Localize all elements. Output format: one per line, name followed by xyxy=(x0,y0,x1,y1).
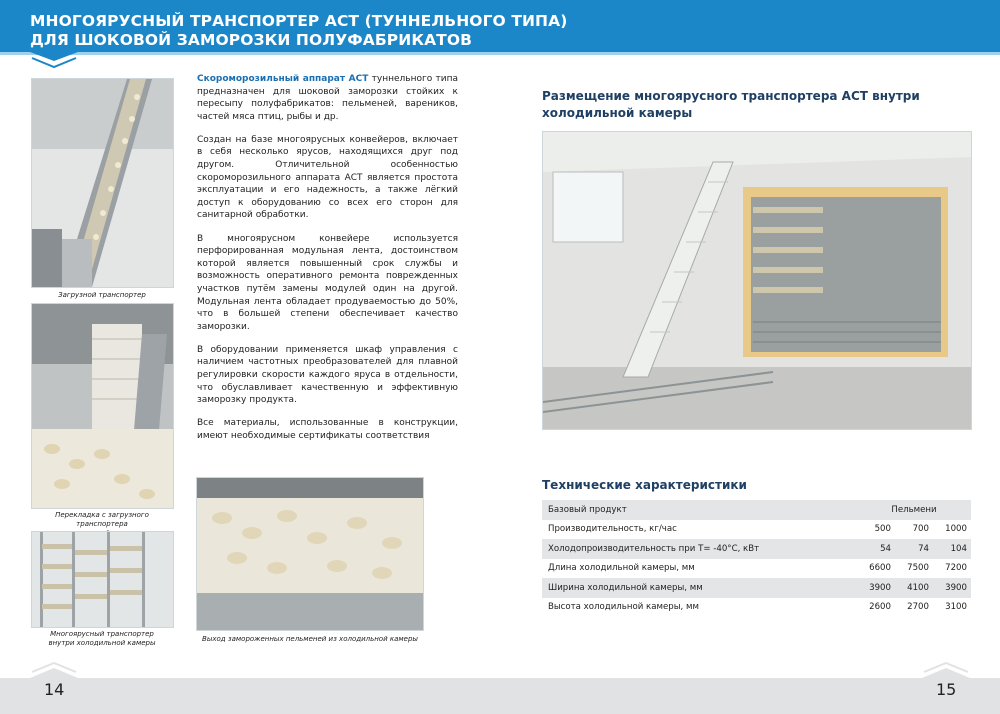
specs-header-label: Базовый продукт xyxy=(542,500,857,520)
table-row xyxy=(542,578,971,598)
header-underline xyxy=(0,52,1000,55)
row-value: 4100 xyxy=(895,578,933,598)
paragraph-5: Все материалы, использованные в конструкции, имеют необходимые сертификаты соответствия xyxy=(197,418,458,441)
paragraph-1 xyxy=(197,73,458,123)
table-row xyxy=(542,520,971,540)
row-value: 6600 xyxy=(869,563,891,574)
row-value: 3900 xyxy=(933,578,971,598)
title-line-2: ДЛЯ ШОКОВОЙ ЗАМОРОЗКИ ПОЛУФАБРИКАТОВ xyxy=(30,31,473,49)
caption-inside xyxy=(31,630,173,648)
row-value: 7500 xyxy=(907,563,929,574)
specs-table xyxy=(542,500,971,617)
caption-transfer-line-1: Перекладка с загрузного транспортера xyxy=(55,511,149,528)
caption-output: Выход замороженных пельменей из холодильной камеры xyxy=(202,635,418,643)
paragraph-2: Создан на базе многоярусных конвейеров, включает в себя несколько ярусов, находящихся друг под другом. Отличительной особенностью скороморозильного аппарата АСТ является простота эксплуатации и его надежность, а также лёгкий доступ к оборудованию со всех его сторон для санитарной обработки. xyxy=(197,134,458,221)
photo-chamber-main xyxy=(542,131,972,430)
table-row xyxy=(542,559,971,579)
paragraph-1-rest: туннельного типа предназначен для шоковой заморозки стойких к пересыпу полуфабрикатов: пельменей, вареников, частей мяса птиц, рыбы и др. xyxy=(197,74,458,122)
row-label: Ширина холодильной камеры, мм xyxy=(542,578,857,598)
paragraph-4: В оборудовании применяется шкаф управления с наличием частотных преобразователей для плавной регулировки скорости каждого яруса в отдельности, что обуславливает качественную и эффективную заморозку продукта. xyxy=(197,344,458,406)
row-label: Холодопроизводительность при Т= -40°С, кВт xyxy=(542,539,857,559)
page-title xyxy=(30,12,567,50)
page-number-right: 15 xyxy=(936,680,957,699)
row-value: 2700 xyxy=(907,602,929,613)
photo-output xyxy=(196,477,424,631)
chevron-up-icon xyxy=(922,662,970,678)
row-value: 3100 xyxy=(945,602,967,613)
table-row xyxy=(542,598,971,618)
caption-inside-line-2: внутри холодильной камеры xyxy=(48,639,156,647)
row-value: 104 xyxy=(933,539,971,559)
body-text xyxy=(197,73,458,453)
row-value: 1000 xyxy=(945,524,967,535)
header-band xyxy=(0,0,1000,52)
specs-header-value: Пельмени xyxy=(857,500,971,520)
title-line-1: МНОГОЯРУСНЫЙ ТРАНСПОРТЕР АСТ (ТУННЕЛЬНОГО ТИПА) xyxy=(30,12,568,30)
row-value: 74 xyxy=(895,539,933,559)
photo-loading-conveyor xyxy=(31,78,174,288)
chevron-up-icon xyxy=(30,662,78,678)
photo-transfer xyxy=(31,303,174,509)
section-heading-placement: Размещение многоярусного транспортера АСТ внутри холодильной камеры xyxy=(542,89,920,120)
row-value: 54 xyxy=(857,539,895,559)
table-row xyxy=(542,500,971,520)
row-value: 500 xyxy=(874,524,891,535)
caption-inside-line-1: Многоярусный транспортер xyxy=(50,630,154,638)
row-value: 3900 xyxy=(857,578,895,598)
row-value: 2600 xyxy=(869,602,891,613)
row-label: Длина холодильной камеры, мм xyxy=(548,563,695,574)
row-value: 7200 xyxy=(945,563,967,574)
lead-text: Скороморозильный аппарат АСТ xyxy=(197,74,369,84)
section-heading-tech: Технические характеристики xyxy=(542,478,747,492)
footer-band xyxy=(0,678,1000,714)
caption-loading: Загрузной транспортер xyxy=(58,291,146,299)
chevron-down-icon xyxy=(30,52,78,70)
row-value: 700 xyxy=(912,524,929,535)
row-label: Производительность, кг/час xyxy=(548,524,677,535)
table-row xyxy=(542,539,971,559)
photo-inside-chamber xyxy=(31,531,174,628)
paragraph-3: В многоярусном конвейере используется перфорированная модульная лента, достоинством которой является повышенный срок службы и возможность оперативного ремонта поврежденных участков путём замены модулей один на другой. Модульная лента обладает продуваемостью до 50%, что в большей степени обеспечивает качество заморозки. xyxy=(197,233,458,332)
page-number-left: 14 xyxy=(44,680,65,699)
row-label: Высота холодильной камеры, мм xyxy=(548,602,699,613)
